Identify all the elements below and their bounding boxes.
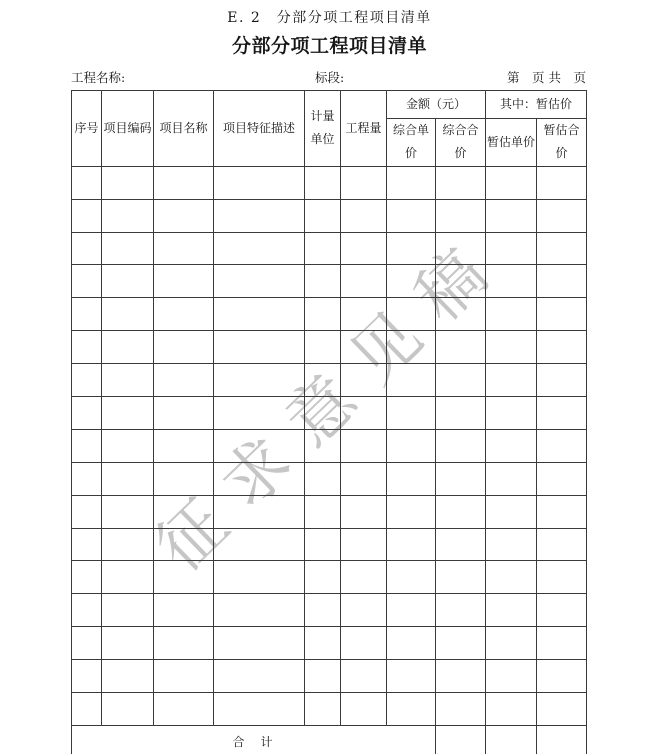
empty-cell xyxy=(436,298,486,331)
table-row xyxy=(72,495,587,528)
empty-cell xyxy=(436,462,486,495)
table-row xyxy=(72,627,587,660)
empty-cell xyxy=(537,364,587,397)
header-seq: 序号 xyxy=(72,91,102,167)
header-code: 项目编码 xyxy=(102,91,154,167)
empty-cell xyxy=(387,693,436,726)
empty-cell xyxy=(305,462,341,495)
empty-cell xyxy=(72,693,102,726)
empty-cell xyxy=(436,693,486,726)
empty-cell xyxy=(387,561,436,594)
empty-cell xyxy=(341,693,387,726)
section-label: E. 2 分部分项工程项目清单 xyxy=(227,10,432,26)
table-row xyxy=(72,199,587,232)
header-prov-unit-price: 暂估单价 xyxy=(486,119,537,167)
empty-cell xyxy=(102,561,154,594)
empty-cell xyxy=(102,495,154,528)
empty-cell xyxy=(341,397,387,430)
empty-cell xyxy=(72,462,102,495)
empty-cell xyxy=(154,660,214,693)
empty-cell xyxy=(214,561,305,594)
empty-cell xyxy=(72,166,102,199)
empty-cell xyxy=(72,594,102,627)
table-row xyxy=(72,660,587,693)
empty-cell xyxy=(305,166,341,199)
table-row xyxy=(72,429,587,462)
empty-cell xyxy=(72,660,102,693)
empty-cell xyxy=(214,265,305,298)
empty-cell xyxy=(387,627,436,660)
empty-cell xyxy=(72,627,102,660)
empty-cell xyxy=(305,397,341,430)
empty-cell xyxy=(102,627,154,660)
table-row xyxy=(72,364,587,397)
empty-cell xyxy=(214,397,305,430)
empty-cell xyxy=(102,462,154,495)
empty-cell xyxy=(486,298,537,331)
empty-cell xyxy=(72,561,102,594)
empty-cell xyxy=(537,331,587,364)
empty-cell xyxy=(436,429,486,462)
table-row xyxy=(72,298,587,331)
empty-cell xyxy=(214,627,305,660)
empty-cell xyxy=(102,594,154,627)
header-prov-total-price: 暂估合价 xyxy=(537,119,587,167)
empty-cell xyxy=(341,331,387,364)
empty-cell xyxy=(102,199,154,232)
empty-cell xyxy=(537,693,587,726)
empty-cell xyxy=(486,232,537,265)
empty-cell xyxy=(102,660,154,693)
empty-cell xyxy=(72,232,102,265)
empty-cell xyxy=(537,627,587,660)
empty-cell xyxy=(537,265,587,298)
table-row xyxy=(72,397,587,430)
empty-cell xyxy=(537,528,587,561)
empty-cell xyxy=(341,166,387,199)
table-row xyxy=(72,232,587,265)
empty-cell xyxy=(537,462,587,495)
empty-cell xyxy=(341,265,387,298)
empty-cell xyxy=(537,660,587,693)
empty-cell xyxy=(102,528,154,561)
empty-cell xyxy=(214,331,305,364)
empty-cell xyxy=(537,298,587,331)
empty-cell xyxy=(341,627,387,660)
empty-cell xyxy=(305,693,341,726)
empty-cell xyxy=(436,528,486,561)
empty-cell xyxy=(537,397,587,430)
empty-cell xyxy=(214,166,305,199)
empty-cell xyxy=(387,495,436,528)
table-row xyxy=(72,462,587,495)
empty-cell xyxy=(436,561,486,594)
empty-cell xyxy=(387,528,436,561)
empty-cell xyxy=(341,232,387,265)
empty-cell xyxy=(72,364,102,397)
empty-cell xyxy=(387,660,436,693)
page-counter: 第 页 共 页 xyxy=(507,70,586,85)
empty-cell xyxy=(214,232,305,265)
empty-cell xyxy=(537,594,587,627)
empty-cell xyxy=(486,199,537,232)
empty-cell xyxy=(387,298,436,331)
empty-cell xyxy=(154,331,214,364)
empty-cell xyxy=(154,462,214,495)
header-feature: 项目特征描述 xyxy=(214,91,305,167)
empty-cell xyxy=(387,594,436,627)
bid-section-label: 标段: xyxy=(315,70,345,85)
empty-cell xyxy=(154,397,214,430)
empty-cell xyxy=(341,298,387,331)
empty-cell xyxy=(486,528,537,561)
empty-cell xyxy=(537,561,587,594)
header-quantity: 工程量 xyxy=(341,91,387,167)
empty-cell xyxy=(102,166,154,199)
empty-cell xyxy=(387,429,436,462)
empty-cell xyxy=(305,331,341,364)
empty-cell xyxy=(436,265,486,298)
empty-cell xyxy=(387,397,436,430)
empty-cell xyxy=(486,364,537,397)
empty-cell xyxy=(436,627,486,660)
header-unit: 计量单位 xyxy=(305,91,341,167)
total-prov-total-cell xyxy=(537,725,587,754)
empty-cell xyxy=(214,693,305,726)
empty-cell xyxy=(102,331,154,364)
empty-cell xyxy=(102,693,154,726)
empty-cell xyxy=(537,429,587,462)
empty-cell xyxy=(387,462,436,495)
table-row xyxy=(72,331,587,364)
table-row xyxy=(72,561,587,594)
total-row xyxy=(72,725,587,754)
empty-cell xyxy=(436,232,486,265)
empty-cell xyxy=(154,166,214,199)
empty-cell xyxy=(214,429,305,462)
empty-cell xyxy=(72,528,102,561)
empty-cell xyxy=(486,429,537,462)
empty-cell xyxy=(214,594,305,627)
empty-cell xyxy=(486,397,537,430)
empty-cell xyxy=(154,627,214,660)
empty-cell xyxy=(387,232,436,265)
empty-cell xyxy=(436,199,486,232)
empty-cell xyxy=(436,594,486,627)
empty-cell xyxy=(486,331,537,364)
empty-cell xyxy=(154,199,214,232)
empty-cell xyxy=(72,265,102,298)
watermark-text: 征求意见稿 xyxy=(141,218,519,587)
table-row xyxy=(72,594,587,627)
empty-cell xyxy=(154,594,214,627)
empty-cell xyxy=(387,265,436,298)
total-label-cell: 合 计 xyxy=(72,725,436,754)
empty-cell xyxy=(214,199,305,232)
empty-cell xyxy=(154,298,214,331)
header-name: 项目名称 xyxy=(154,91,214,167)
empty-cell xyxy=(436,166,486,199)
empty-cell xyxy=(341,528,387,561)
empty-cell xyxy=(486,265,537,298)
empty-cell xyxy=(214,298,305,331)
total-prov-unit-cell xyxy=(486,725,537,754)
empty-cell xyxy=(72,495,102,528)
empty-cell xyxy=(154,364,214,397)
empty-cell xyxy=(341,660,387,693)
table-row xyxy=(72,265,587,298)
empty-cell xyxy=(305,232,341,265)
empty-cell xyxy=(341,364,387,397)
empty-cell xyxy=(387,364,436,397)
empty-cell xyxy=(305,561,341,594)
empty-cell xyxy=(102,364,154,397)
table-row xyxy=(72,693,587,726)
empty-cell xyxy=(305,298,341,331)
empty-cell xyxy=(486,495,537,528)
empty-cell xyxy=(341,429,387,462)
empty-cell xyxy=(305,660,341,693)
empty-cell xyxy=(486,594,537,627)
page-title: 分部分项工程项目清单 xyxy=(231,35,427,57)
empty-cell xyxy=(486,462,537,495)
empty-cell xyxy=(154,693,214,726)
empty-cell xyxy=(154,528,214,561)
empty-cell xyxy=(154,265,214,298)
empty-cell xyxy=(436,660,486,693)
empty-cell xyxy=(486,693,537,726)
empty-cell xyxy=(436,364,486,397)
empty-cell xyxy=(214,495,305,528)
empty-cell xyxy=(154,561,214,594)
empty-cell xyxy=(72,298,102,331)
empty-cell xyxy=(537,495,587,528)
empty-cell xyxy=(305,429,341,462)
empty-cell xyxy=(214,462,305,495)
empty-cell xyxy=(387,199,436,232)
table-row xyxy=(72,166,587,199)
empty-cell xyxy=(154,232,214,265)
empty-cell xyxy=(214,364,305,397)
header-comp-unit-price: 综合单价 xyxy=(387,119,436,167)
empty-cell xyxy=(486,627,537,660)
empty-cell xyxy=(214,528,305,561)
empty-cell xyxy=(537,232,587,265)
empty-cell xyxy=(387,331,436,364)
empty-cell xyxy=(305,528,341,561)
empty-cell xyxy=(305,594,341,627)
empty-cell xyxy=(341,199,387,232)
empty-cell xyxy=(305,265,341,298)
total-comp-total-cell xyxy=(436,725,486,754)
project-name-label: 工程名称: xyxy=(71,70,126,85)
info-row xyxy=(71,68,586,86)
empty-cell xyxy=(72,199,102,232)
empty-cell xyxy=(537,199,587,232)
empty-cell xyxy=(72,397,102,430)
empty-cell xyxy=(305,495,341,528)
empty-cell xyxy=(102,232,154,265)
empty-cell xyxy=(72,429,102,462)
empty-cell xyxy=(102,298,154,331)
table-row xyxy=(72,528,587,561)
empty-cell xyxy=(341,462,387,495)
header-comp-total-price: 综合合价 xyxy=(436,119,486,167)
empty-cell xyxy=(341,594,387,627)
empty-cell xyxy=(436,397,486,430)
empty-cell xyxy=(102,397,154,430)
empty-cell xyxy=(486,561,537,594)
empty-cell xyxy=(341,561,387,594)
empty-cell xyxy=(305,364,341,397)
listing-table xyxy=(71,90,587,754)
empty-cell xyxy=(486,660,537,693)
empty-cell xyxy=(102,265,154,298)
empty-cell xyxy=(72,331,102,364)
empty-cell xyxy=(154,495,214,528)
empty-cell xyxy=(214,660,305,693)
empty-cell xyxy=(436,331,486,364)
empty-cell xyxy=(537,166,587,199)
empty-cell xyxy=(154,429,214,462)
empty-cell xyxy=(341,495,387,528)
header-provisional-group: 其中：暂估价 xyxy=(486,91,587,119)
empty-cell xyxy=(486,166,537,199)
empty-cell xyxy=(305,199,341,232)
empty-cell xyxy=(387,166,436,199)
empty-cell xyxy=(436,495,486,528)
header-amount-group: 金额（元） xyxy=(387,91,486,119)
empty-cell xyxy=(305,627,341,660)
empty-cell xyxy=(102,429,154,462)
